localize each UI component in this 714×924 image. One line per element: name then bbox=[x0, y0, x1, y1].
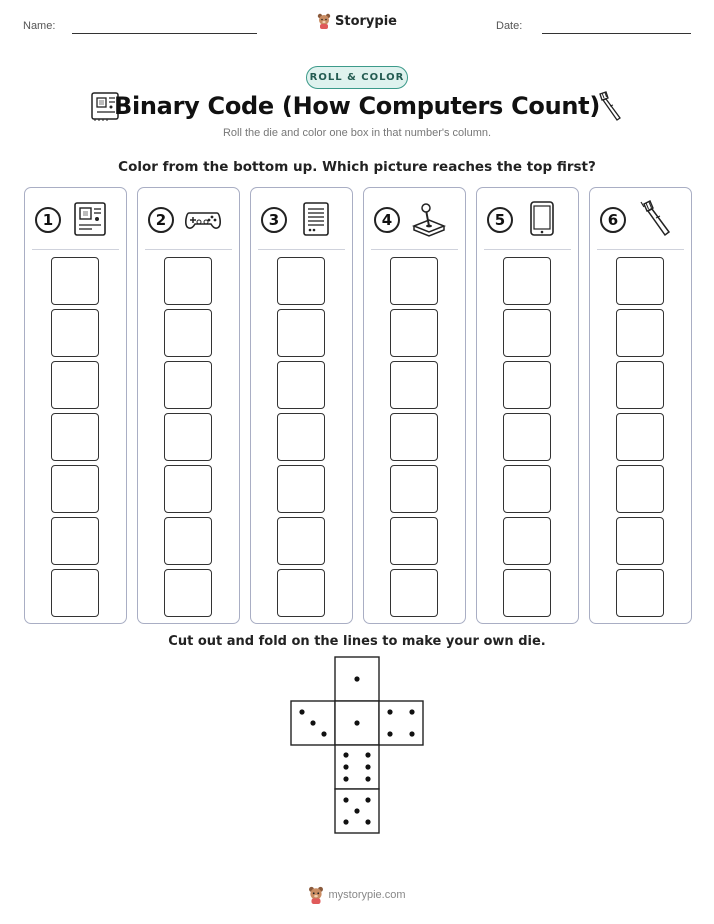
server-icon bbox=[296, 199, 336, 239]
color-box[interactable] bbox=[164, 413, 212, 461]
footer bbox=[0, 886, 714, 904]
color-box[interactable] bbox=[164, 465, 212, 513]
column-divider bbox=[145, 249, 232, 250]
date-label: Date: bbox=[496, 20, 523, 32]
color-box[interactable] bbox=[616, 361, 664, 409]
color-box[interactable] bbox=[277, 309, 325, 357]
color-box[interactable] bbox=[390, 465, 438, 513]
column-number: 2 bbox=[148, 207, 174, 233]
color-box[interactable] bbox=[164, 569, 212, 617]
subtitle: Roll the die and color one box in that number's column. bbox=[222, 127, 492, 139]
name-label: Name: bbox=[23, 20, 56, 32]
bear-logo-icon bbox=[317, 13, 331, 29]
title-row bbox=[0, 88, 714, 128]
color-box[interactable] bbox=[51, 465, 99, 513]
column-3 bbox=[250, 187, 353, 624]
column-1 bbox=[24, 187, 127, 624]
color-box[interactable] bbox=[277, 569, 325, 617]
color-box[interactable] bbox=[503, 257, 551, 305]
joystick-icon bbox=[409, 199, 449, 239]
color-box[interactable] bbox=[390, 517, 438, 565]
circuit-board-icon bbox=[70, 199, 110, 239]
color-box[interactable] bbox=[277, 517, 325, 565]
color-box[interactable] bbox=[503, 569, 551, 617]
color-box[interactable] bbox=[390, 361, 438, 409]
color-box[interactable] bbox=[51, 517, 99, 565]
bear-logo-icon bbox=[308, 886, 324, 904]
color-box[interactable] bbox=[616, 569, 664, 617]
column-divider bbox=[258, 249, 345, 250]
column-number: 1 bbox=[35, 207, 61, 233]
tablet-icon bbox=[522, 199, 562, 239]
brand-name: Storypie bbox=[335, 13, 397, 29]
color-box[interactable] bbox=[51, 257, 99, 305]
game-controller-icon bbox=[183, 199, 223, 239]
column-divider bbox=[484, 249, 571, 250]
color-box[interactable] bbox=[51, 361, 99, 409]
color-box[interactable] bbox=[51, 309, 99, 357]
date-line[interactable] bbox=[542, 33, 691, 34]
color-box[interactable] bbox=[164, 309, 212, 357]
die-instruction: Cut out and fold on the lines to make your own die. bbox=[168, 634, 546, 649]
color-box[interactable] bbox=[503, 465, 551, 513]
color-box[interactable] bbox=[51, 413, 99, 461]
color-box[interactable] bbox=[503, 517, 551, 565]
color-box[interactable] bbox=[503, 413, 551, 461]
column-2 bbox=[137, 187, 240, 624]
color-box[interactable] bbox=[616, 309, 664, 357]
color-box[interactable] bbox=[390, 413, 438, 461]
instruction-text: Color from the bottom up. Which picture reaches the top first? bbox=[118, 159, 596, 175]
color-box[interactable] bbox=[164, 361, 212, 409]
column-divider bbox=[597, 249, 684, 250]
page-title: Binary Code (How Computers Count) bbox=[113, 92, 601, 120]
network-cable-icon bbox=[635, 199, 675, 239]
column-number: 5 bbox=[487, 207, 513, 233]
activity-badge: ROLL & COLOR bbox=[306, 66, 408, 89]
column-number: 4 bbox=[374, 207, 400, 233]
color-box[interactable] bbox=[277, 465, 325, 513]
color-box[interactable] bbox=[503, 361, 551, 409]
column-5 bbox=[476, 187, 579, 624]
color-box[interactable] bbox=[164, 517, 212, 565]
color-box[interactable] bbox=[277, 257, 325, 305]
color-box[interactable] bbox=[51, 569, 99, 617]
color-box[interactable] bbox=[390, 257, 438, 305]
die-net bbox=[290, 656, 426, 836]
name-line[interactable] bbox=[72, 33, 257, 34]
color-box[interactable] bbox=[616, 465, 664, 513]
color-box[interactable] bbox=[277, 361, 325, 409]
color-box[interactable] bbox=[390, 309, 438, 357]
color-box[interactable] bbox=[616, 517, 664, 565]
color-box[interactable] bbox=[390, 569, 438, 617]
color-box[interactable] bbox=[164, 257, 212, 305]
column-number: 6 bbox=[600, 207, 626, 233]
color-box[interactable] bbox=[616, 257, 664, 305]
column-6 bbox=[589, 187, 692, 624]
color-box[interactable] bbox=[503, 309, 551, 357]
column-divider bbox=[32, 249, 119, 250]
column-divider bbox=[371, 249, 458, 250]
color-box[interactable] bbox=[277, 413, 325, 461]
network-cable-icon bbox=[592, 90, 624, 122]
color-box[interactable] bbox=[616, 413, 664, 461]
brand-header bbox=[0, 13, 714, 29]
column-number: 3 bbox=[261, 207, 287, 233]
column-4 bbox=[363, 187, 466, 624]
footer-url[interactable]: mystorypie.com bbox=[328, 889, 406, 901]
